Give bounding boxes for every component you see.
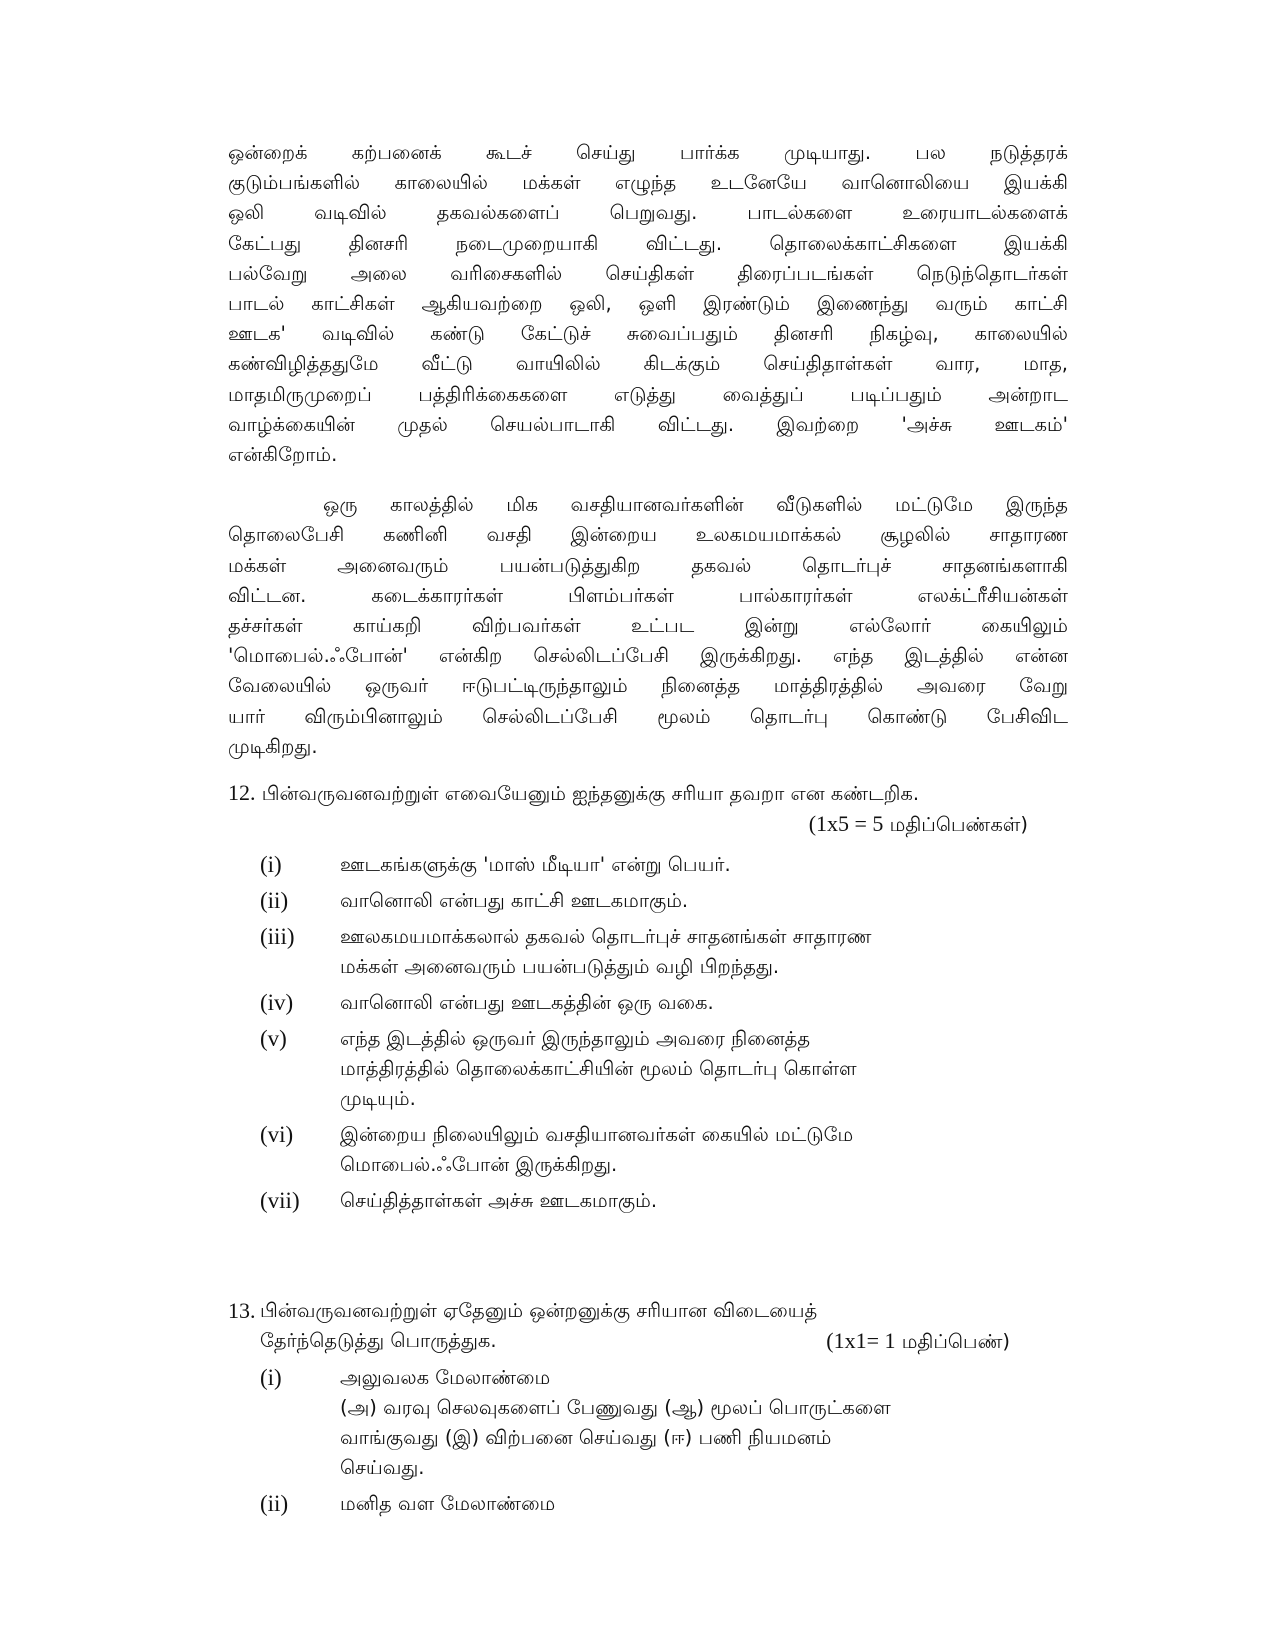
question-13-line2 <box>260 1326 1030 1357</box>
passage-line: கேட்பது தினசரி நடைமுறையாகி விட்டது. தொலைக்காட்சிகளை இயக்கி <box>228 231 1068 255</box>
list-item <box>228 922 1068 982</box>
passage-line: முடிகிறது. <box>228 734 318 758</box>
item-number: (i) <box>260 852 282 878</box>
item-line: வானொலி என்பது ஊடகத்தின் ஒரு வகை. <box>340 991 714 1015</box>
item-text <box>340 850 1015 880</box>
question-number: 13. <box>228 1298 256 1324</box>
passage-paragraph-1 <box>228 138 1068 470</box>
list-item <box>228 1186 1068 1216</box>
item-line: முடியும். <box>340 1087 416 1111</box>
passage-line: ஒரு காலத்தில் மிக வசதியானவர்களின் வீடுகளில் மட்டுமே இருந்த <box>323 493 1068 517</box>
list-item <box>228 1489 1068 1519</box>
passage-line: மக்கள் அனைவரும் பயன்படுத்துகிற தகவல் தொடர்புச் சாதனங்களாகி <box>228 553 1068 577</box>
item-line: வானொலி என்பது காட்சி ஊடகமாகும். <box>340 889 689 913</box>
marks-label: மதிப்பெண்கள்) <box>889 813 1028 837</box>
passage-line: விட்டன. கடைக்காரர்கள் பிளம்பர்கள் பால்காரர்கள் எலக்ட்ரீசியன்கள் <box>228 583 1068 607</box>
item-number: (v) <box>260 1026 287 1052</box>
item-line: (அ) வரவு செலவுகளைப் பேணுவது (ஆ) மூலப் பொருட்களை <box>340 1396 891 1420</box>
list-item <box>228 1120 1068 1180</box>
marks-value: (1x5 = 5 <box>808 811 884 837</box>
question-13-marks <box>826 1326 1010 1357</box>
passage-line: யார் விரும்பினாலும் செல்லிடப்பேசி மூலம் தொடர்பு கொண்டு பேசிவிட <box>228 704 1068 728</box>
item-text <box>340 988 1015 1018</box>
item-line: வாங்குவது (இ) விற்பனை செய்வது (ஈ) பணி நியமனம் <box>340 1426 832 1450</box>
question-13-items <box>228 1363 1068 1519</box>
item-number: (vii) <box>260 1188 300 1214</box>
marks-value: (1x1= 1 <box>826 1328 896 1354</box>
passage-line: ஊடக' வடிவில் கண்டு கேட்டுச் சுவைப்பதும் தினசரி நிகழ்வு, காலையில் <box>228 322 1068 346</box>
question-12-marks <box>228 809 1068 840</box>
passage-line: தச்சர்கள் காய்கறி விற்பவர்கள் உட்பட இன்று எல்லோர் கையிலும் <box>228 614 1068 638</box>
list-item <box>228 850 1068 880</box>
passage-line: குடும்பங்களில் காலையில் மக்கள் எழுந்த உடனேயே வானொலியை இயக்கி <box>228 171 1068 195</box>
passage-line: ஒன்றைக் கற்பனைக் கூடச் செய்து பார்க்க முடியாது. பல நடுத்தரக் <box>228 141 1068 164</box>
item-text <box>340 1363 1015 1483</box>
document-page <box>228 138 1068 1525</box>
question-text: பின்வருவனவற்றுள் ஏதேனும் ஒன்றனுக்கு சரியான விடையைத் <box>260 1299 818 1323</box>
passage-line: பல்வேறு அலை வரிசைகளில் செய்திகள் திரைப்படங்கள் நெடுந்தொடர்கள் <box>228 261 1068 285</box>
passage-line: மாதமிருமுறைப் பத்திரிக்கைகளை எடுத்து வைத்துப் படிப்பதும் அன்றாட <box>228 382 1068 406</box>
item-text <box>340 1120 1015 1180</box>
item-line: எந்த இடத்தில் ஒருவர் இருந்தாலும் அவரை நினைத்த <box>340 1027 811 1051</box>
question-12-items <box>228 850 1068 1216</box>
question-text: பின்வருவனவற்றுள் எவையேனும் ஐந்தனுக்கு சரியா தவறா என கண்டறிக. <box>261 782 920 806</box>
item-line: மொபைல்.ஃபோன் இருக்கிறது. <box>340 1153 618 1177</box>
item-number: (iv) <box>260 990 294 1016</box>
question-12-heading <box>228 778 1068 809</box>
marks-label: மதிப்பெண்) <box>901 1330 1010 1354</box>
passage-line: 'மொபைல்.ஃபோன்' என்கிற செல்லிடப்பேசி இருக்கிறது. எந்த இடத்தில் என்ன <box>228 644 1068 668</box>
passage-line: பாடல் காட்சிகள் ஆகியவற்றை ஒலி, ஒளி இரண்டும் இணைந்து வரும் காட்சி <box>228 292 1068 316</box>
item-text <box>340 1186 1015 1216</box>
item-number: (iii) <box>260 924 295 950</box>
passage-line: என்கிறோம். <box>228 443 338 467</box>
item-number: (i) <box>260 1365 282 1391</box>
list-item <box>228 1363 1068 1483</box>
list-item <box>228 1024 1068 1114</box>
list-item <box>228 988 1068 1018</box>
passage-paragraph-2 <box>228 490 1068 762</box>
question-13 <box>228 1296 1068 1519</box>
item-line: ஊடகங்களுக்கு 'மாஸ் மீடியா' என்று பெயர். <box>340 853 731 877</box>
passage-line: ஒலி வடிவில் தகவல்களைப் பெறுவது. பாடல்களை உரையாடல்களைக் <box>228 201 1068 225</box>
question-number: 12. <box>228 780 256 806</box>
item-line: மாத்திரத்தில் தொலைக்காட்சியின் மூலம் தொடர்பு கொள்ள <box>340 1057 857 1081</box>
spacer <box>228 1222 1068 1280</box>
question-13-heading <box>228 1296 1068 1357</box>
item-text <box>340 886 1015 916</box>
item-text <box>340 922 1015 982</box>
passage-line: வேலையில் ஒருவர் ஈடுபட்டிருந்தாலும் நினைத்த மாத்திரத்தில் அவரை வேறு <box>228 674 1068 698</box>
passage-line: கண்விழித்ததுமே வீட்டு வாயிலில் கிடக்கும் செய்திதாள்கள் வார, மாத, <box>228 352 1068 376</box>
item-line: மக்கள் அனைவரும் பயன்படுத்தும் வழி பிறந்தது. <box>340 955 780 979</box>
item-number: (ii) <box>260 1491 289 1517</box>
list-item <box>228 886 1068 916</box>
item-text <box>340 1489 1015 1519</box>
item-line: இன்றைய நிலையிலும் வசதியானவர்கள் கையில் மட்டுமே <box>340 1123 854 1147</box>
item-line: ஊலகமயமாக்கலால் தகவல் தொடர்புச் சாதனங்கள் சாதாரண <box>340 925 872 949</box>
item-number: (vi) <box>260 1122 294 1148</box>
question-text: தேர்ந்தெடுத்து பொருத்துக. <box>260 1329 497 1353</box>
question-13-body <box>260 1296 1030 1357</box>
item-line: செய்தித்தாள்கள் அச்சு ஊடகமாகும். <box>340 1189 658 1213</box>
item-number: (ii) <box>260 888 289 914</box>
item-text <box>340 1024 1015 1114</box>
item-line: அலுவலக மேலாண்மை <box>340 1366 551 1390</box>
item-line: செய்வது. <box>340 1456 425 1480</box>
passage-line: தொலைபேசி கணினி வசதி இன்றைய உலகமயமாக்கல் சூழலில் சாதாரண <box>228 523 1068 547</box>
item-line: மனித வள மேலாண்மை <box>340 1492 556 1516</box>
question-12 <box>228 778 1068 1216</box>
passage-line: வாழ்க்கையின் முதல் செயல்பாடாகி விட்டது. இவற்றை 'அச்சு ஊடகம்' <box>228 412 1068 436</box>
